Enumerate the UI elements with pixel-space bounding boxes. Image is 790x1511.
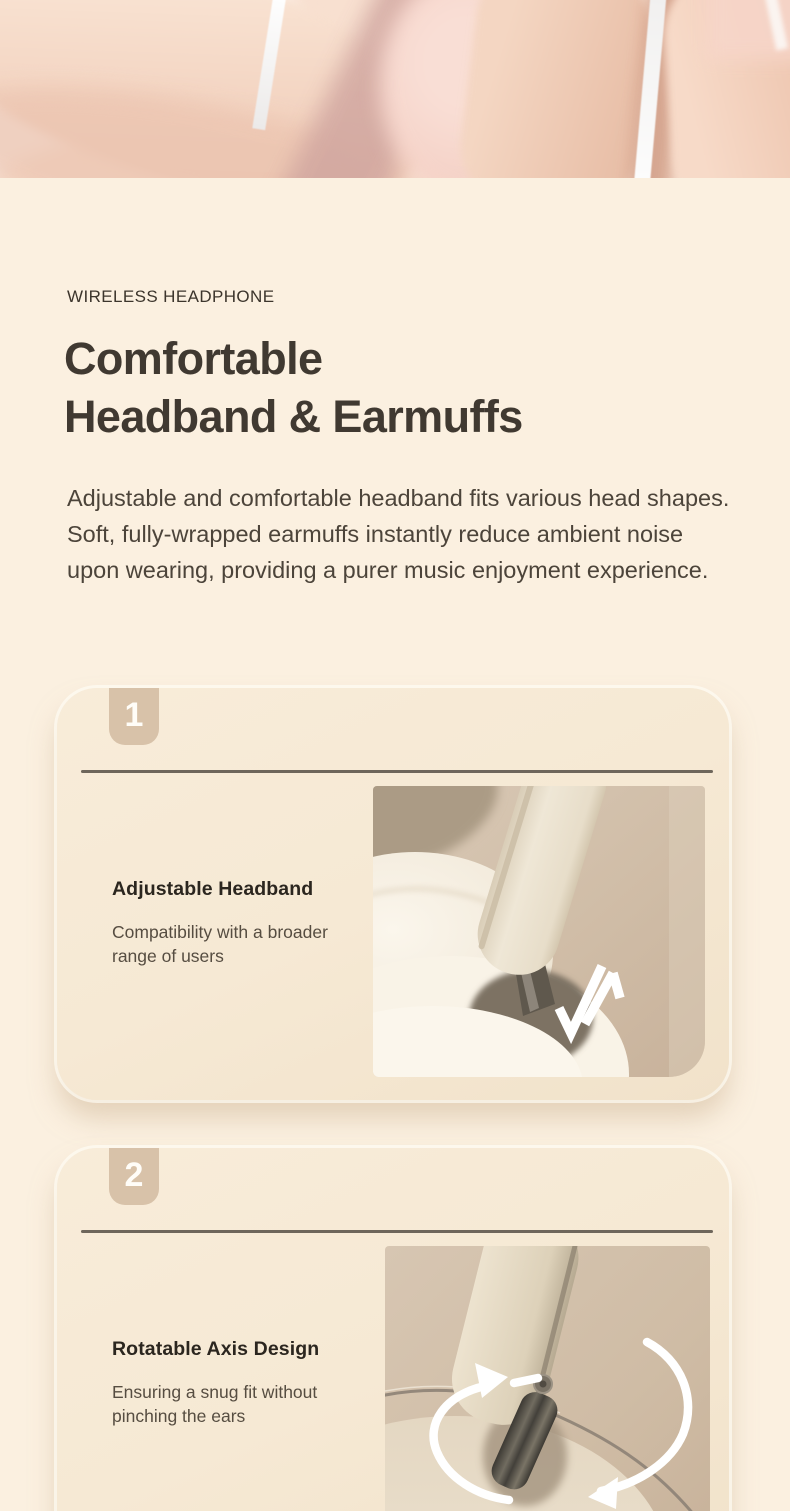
divider-line <box>81 1230 713 1233</box>
feature-description: Ensuring a snug fit without pinching the ears <box>112 1382 318 1426</box>
feature-number-badge: 1 <box>109 688 159 745</box>
feature-description: Compatibility with a broader range of users <box>112 922 328 966</box>
page-title-line2: Headband & Earmuffs <box>64 391 523 442</box>
rotatable-axis-photo <box>385 1246 710 1511</box>
feature-title: Rotatable Axis Design <box>112 1338 320 1360</box>
eyebrow-label: WIRELESS HEADPHONE <box>67 287 275 306</box>
feature-title: Adjustable Headband <box>112 878 314 900</box>
feature-card-adjustable-headband <box>57 688 729 1100</box>
page-title-line1: Comfortable <box>64 333 323 384</box>
page-title <box>64 330 523 446</box>
intro-description: Adjustable and comfortable headband fits various head shapes. Soft, fully-wrapped earmuffs instantly reduce ambient noise upon wearing, providing a purer music enjoyment experience. <box>67 485 730 583</box>
headband-joint-photo <box>373 786 705 1077</box>
hero-arm-center <box>454 0 658 178</box>
feature-card-rotatable-axis <box>57 1148 729 1511</box>
feature-number-badge: 2 <box>109 1148 159 1205</box>
divider-line <box>81 770 713 773</box>
hero-photo <box>0 0 790 178</box>
